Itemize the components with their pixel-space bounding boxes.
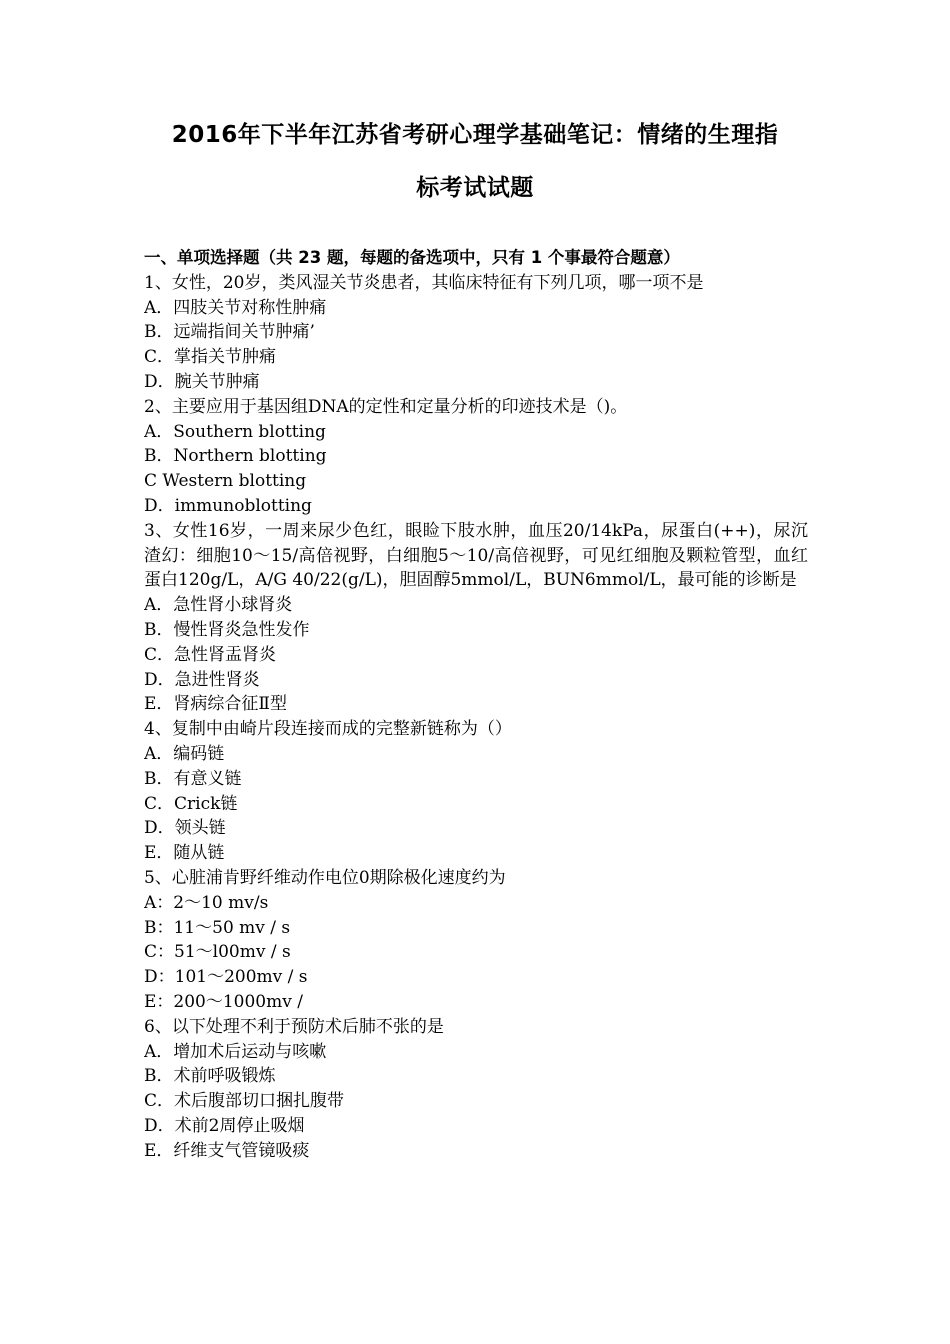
answer-option: C．Crick链 [144,793,238,814]
document-body [144,246,808,1163]
document-title-line1: 2016年下半年江苏省考研心理学基础笔记：情绪的生理指 [171,122,779,148]
answer-option: B．远端指间关节肿痛’ [144,322,315,343]
answer-option: D．领头链 [144,818,226,839]
answer-option: D：101～200mv / s [144,967,308,988]
question-stem: 2、主要应用于基因组DNA的定性和定量分析的印迹技术是（)。 [144,396,628,417]
answer-option: C：51～l00mv / s [144,942,291,963]
answer-option: E．随从链 [144,843,225,864]
answer-option: C．术后腹部切口捆扎腹带 [144,1091,345,1112]
answer-option: D．急进性肾炎 [144,669,260,690]
answer-option: A．四肢关节对称性肿痛 [144,297,327,318]
answer-option: A．Southern blotting [144,421,326,442]
answer-option: A：2～10 mv/s [144,892,269,913]
answer-option: C．急性肾盂肾炎 [144,644,277,665]
section-heading: 一、单项选择题（共 23 题，每题的备选项中，只有 1 个事最符合题意） [144,248,680,267]
answer-option: D．术前2周停止吸烟 [144,1115,305,1136]
question-stem: 4、复制中由崎片段连接而成的完整新链称为（） [144,719,512,740]
answer-option: B．Northern blotting [144,446,327,467]
answer-option: E．纤维支气管镜吸痰 [144,1140,310,1161]
answer-option: C．掌指关节肿痛 [144,347,277,368]
question-stem: 5、心脏浦肯野纤维动作电位0期除极化速度约为 [144,867,506,888]
question-stem: 3、女性16岁，一周来尿少色红，眼睑下肢水肿，血压20/14kPa，尿蛋白(++)，尿沉渣幻：细胞10～15/高倍视野，白细胞5～10/高倍视野，可见红细胞及颗粒管型，血红蛋白120g/L，A/G 40/22(g/L)，胆固醇5mmol/L，BUN6mmol/L，最可能的诊断是 [144,520,808,591]
answer-option: E：200～1000mv / [144,991,303,1012]
answer-option: A．编码链 [144,743,225,764]
document-title-line2: 标考试试题 [416,175,534,201]
answer-option: A．急性肾小球肾炎 [144,595,293,616]
answer-option: B．术前呼吸锻炼 [144,1066,276,1087]
answer-option: B．有意义链 [144,768,242,789]
answer-option: A．增加术后运动与咳嗽 [144,1041,327,1062]
question-stem: 6、以下处理不利于预防术后肺不张的是 [144,1016,444,1037]
answer-option: E．肾病综合征Ⅱ型 [144,694,287,715]
answer-option: B．慢性肾炎急性发作 [144,619,310,640]
answer-option: D．immunoblotting [144,495,312,516]
answer-option: B：11～50 mv / s [144,917,291,938]
answer-option: D．腕关节肿痛 [144,371,260,392]
question-stem: 1、女性，20岁，类风湿关节炎患者，其临床特征有下列几项，哪一项不是 [144,272,704,293]
answer-option: C Western blotting [144,471,307,492]
